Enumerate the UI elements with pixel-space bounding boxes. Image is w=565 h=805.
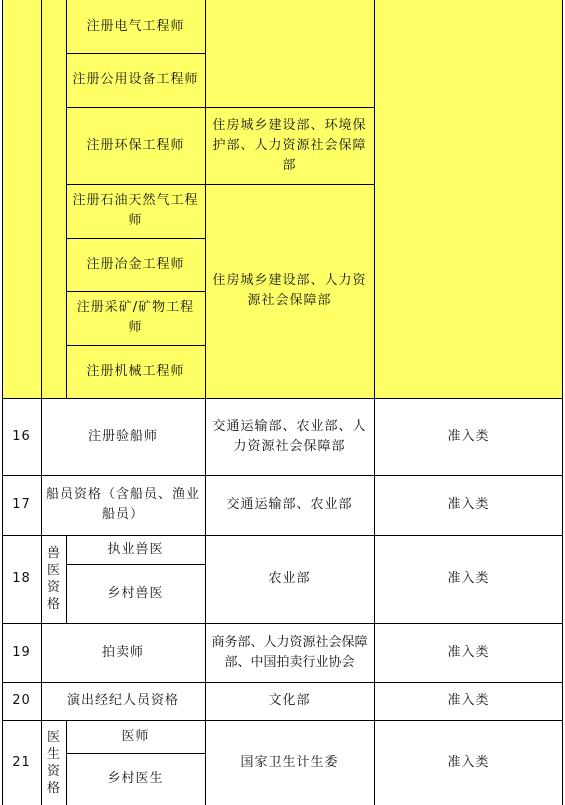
row-category (374, 720, 563, 805)
row-category (374, 623, 563, 682)
group-char: 兽 (46, 546, 60, 561)
row-no-text: 21 (12, 754, 31, 770)
group-char: 资 (46, 580, 60, 595)
grid-line (66, 720, 67, 805)
row-dept-text: 文化部 (268, 693, 311, 708)
group-char: 医 (46, 729, 60, 745)
group-char: 医 (46, 563, 60, 578)
top-no-cell (2, 0, 41, 398)
row-name (41, 623, 205, 682)
row-sub (66, 720, 205, 753)
cert-name: 注册石油天然气工程师 (72, 193, 199, 228)
row-sub-text: 乡村兽医 (107, 585, 164, 601)
row-no (2, 535, 41, 623)
grid-line (66, 238, 205, 239)
grid-line (2, 720, 563, 721)
row-no (2, 720, 41, 805)
row-category (374, 535, 563, 623)
cert-cell (66, 238, 205, 291)
grid-line (66, 0, 67, 398)
cert-cell (66, 345, 205, 398)
cert-name: 注册电气工程师 (86, 18, 185, 34)
grid-line (66, 753, 205, 754)
dept-cell (205, 184, 374, 398)
row-sub-text: 乡村医生 (107, 771, 164, 786)
row-category (374, 682, 563, 720)
dept-cell (205, 107, 374, 184)
cert-name: 注册公用设备工程师 (72, 72, 199, 87)
top-group-cell (41, 0, 66, 398)
grid-line (2, 475, 563, 476)
cert-cell (66, 0, 205, 53)
grid-line (66, 345, 205, 346)
cert-name: 注册采矿/矿物工程师 (76, 300, 195, 335)
row-group (41, 535, 66, 623)
row-name (41, 475, 205, 535)
row-no (2, 682, 41, 720)
row-no-text: 18 (12, 571, 31, 586)
grid-line (562, 0, 563, 805)
row-dept (205, 623, 374, 682)
row-dept (205, 475, 374, 535)
row-sub-text: 医师 (121, 728, 150, 744)
row-dept-text: 商务部、人力资源社会保障部、中国拍卖行业协会 (211, 634, 368, 670)
row-group (41, 720, 66, 805)
row-sub (66, 535, 205, 564)
grid-line (66, 535, 67, 623)
grid-line (2, 0, 3, 805)
cert-cell (66, 184, 205, 238)
row-category-text: 准入类 (447, 693, 490, 708)
cert-cell (66, 107, 205, 184)
grid-line (2, 623, 563, 624)
row-dept (205, 720, 374, 805)
row-no-text: 20 (12, 693, 31, 708)
group-char: 生 (46, 746, 60, 762)
grid-line (2, 682, 563, 683)
group-char: 格 (46, 597, 60, 612)
row-category-text: 准入类 (447, 644, 490, 660)
row-category-text: 准入类 (447, 497, 490, 512)
cert-cell (66, 291, 205, 345)
row-category (374, 475, 563, 535)
row-sub (66, 753, 205, 805)
row-name (41, 398, 205, 475)
row-category-text: 准入类 (447, 754, 490, 770)
grid-line (41, 0, 42, 805)
grid-line (2, 398, 563, 399)
row-name (41, 682, 205, 720)
grid-line (2, 535, 563, 536)
row-category-text: 准入类 (447, 428, 490, 444)
row-no (2, 623, 41, 682)
grid-line (66, 184, 374, 185)
dept-name: 住房城乡建设部、人力资源社会保障部 (212, 273, 367, 308)
row-name-text: 演出经纪人员资格 (66, 693, 179, 708)
grid-line (205, 0, 206, 805)
row-name-text: 注册验船师 (87, 428, 158, 444)
cert-cell (66, 53, 205, 107)
row-no (2, 475, 41, 535)
row-no (2, 398, 41, 475)
grid-line (66, 107, 374, 108)
row-no-text: 16 (12, 428, 31, 444)
row-dept-text: 交通运输部、农业部 (226, 497, 353, 512)
row-sub-text: 执业兽医 (107, 541, 164, 557)
row-dept-text: 交通运输部、农业部、人力资源社会保障部 (212, 418, 367, 454)
row-dept (205, 682, 374, 720)
group-char: 格 (46, 780, 60, 796)
row-dept (205, 535, 374, 623)
grid-line (66, 564, 205, 565)
row-name-text: 船员资格（含船员、渔业船员） (45, 487, 200, 522)
dept-cell (205, 0, 374, 107)
row-no-text: 17 (12, 497, 31, 512)
row-dept-text: 国家卫生计生委 (240, 754, 339, 770)
row-name-text: 拍卖师 (101, 644, 144, 660)
grid-line (66, 291, 205, 292)
cert-name: 注册环保工程师 (86, 137, 185, 153)
group-char: 资 (46, 763, 60, 779)
row-sub (66, 564, 205, 623)
top-category-cell (374, 0, 563, 398)
grid-line (374, 0, 375, 805)
cert-name: 注册冶金工程师 (86, 256, 185, 272)
row-no-text: 19 (12, 644, 31, 660)
row-category (374, 398, 563, 475)
grid-line (66, 53, 205, 54)
row-dept (205, 398, 374, 475)
row-category-text: 准入类 (447, 571, 490, 586)
dept-name: 住房城乡建设部、环境保护部、人力资源社会保障部 (212, 117, 367, 173)
row-dept-text: 农业部 (268, 571, 311, 586)
cert-name: 注册机械工程师 (86, 363, 185, 379)
